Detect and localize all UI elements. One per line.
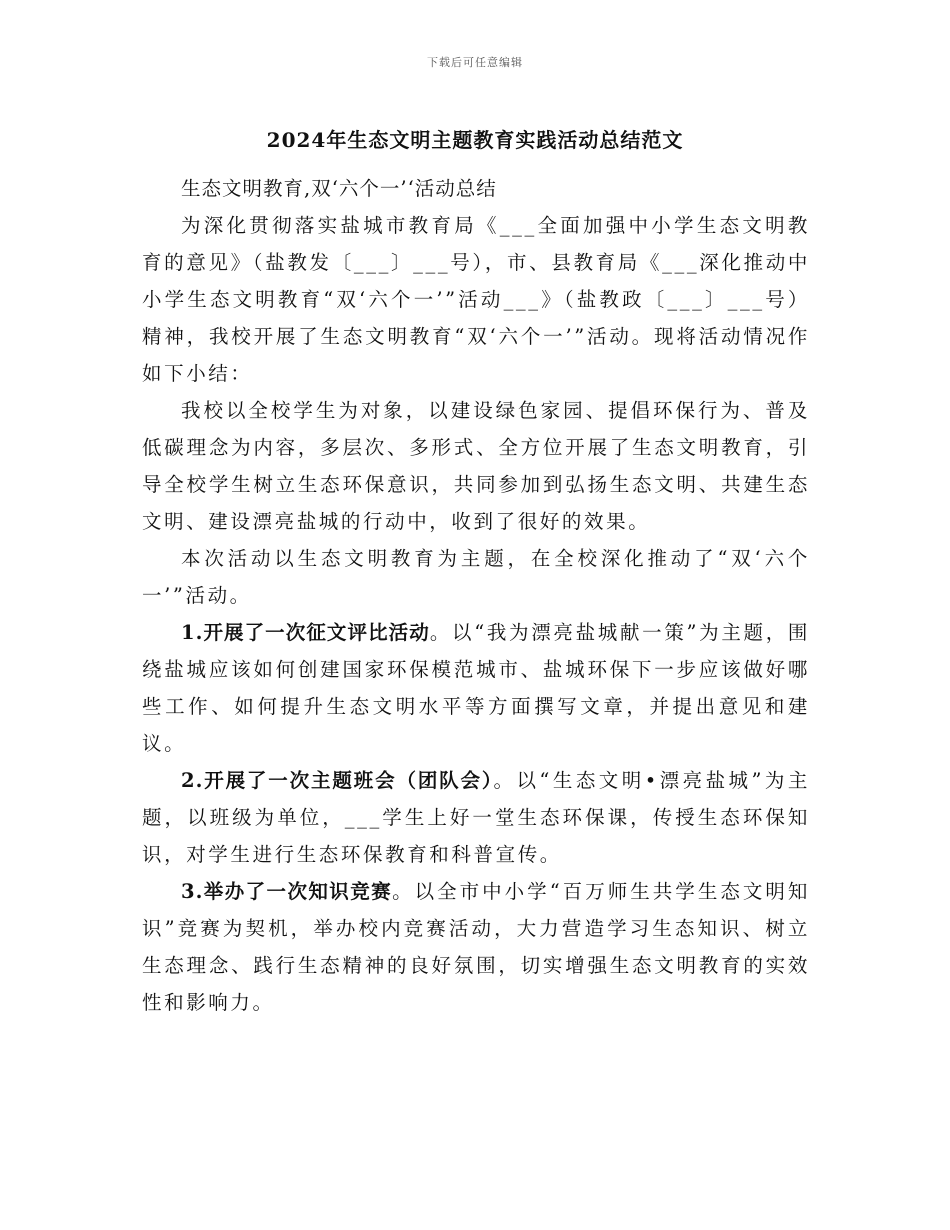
paragraph-text: 。以“我为漂亮盐城献一策”为主题，围绕盐城应该如何创建国家环保模范城市、盐城环保下一步应该做好哪些工作、如何提升生态文明水平等方面撰写文章，并提出意见和建议。 xyxy=(142,621,810,755)
paragraph xyxy=(142,540,810,614)
paragraph xyxy=(142,873,810,1021)
paragraph-text: 本次活动以生态文明教育为主题，在全校深化推动了“双‘六个一’”活动。 xyxy=(142,547,810,607)
paragraph xyxy=(142,207,810,392)
document-subtitle: 生态文明教育,双‘六个一’‘活动总结 xyxy=(181,177,497,200)
paragraph-lead: 2.开展了一次主题班会（团队会） xyxy=(181,769,494,792)
paragraph-text: 。以全市中小学“百万师生共学生态文明知识”竞赛为契机，举办校内竞赛活动，大力营造学习生态知识、树立生态理念、践行生态精神的良好氛围，切实增强生态文明教育的实效性和影响力。 xyxy=(142,880,810,1014)
paragraph-lead: 1.开展了一次征文评比活动 xyxy=(181,621,430,644)
paragraph xyxy=(142,392,810,540)
document-title: 2024年生态文明主题教育实践活动总结范文 xyxy=(266,128,684,152)
paragraph xyxy=(142,762,810,873)
paragraph-text: 我校以全校学生为对象，以建设绿色家园、提倡环保行为、普及低碳理念为内容，多层次、多形式、全方位开展了生态文明教育，引导全校学生树立生态环保意识，共同参加到弘扬生态文明、共建生态文明、建设漂亮盐城的行动中，收到了很好的效果。 xyxy=(142,399,810,533)
paragraph-text: 为深化贯彻落实盐城市教育局《___全面加强中小学生态文明教育的意见》（盐教发〔___〕___号），市、县教育局《___深化推动中小学生态文明教育“双‘六个一’”活动___》（盐教政〔___〕___号）精神，我校开展了生态文明教育“双‘六个一’”活动。现将活动情况作如下小结： xyxy=(142,214,810,385)
document-body xyxy=(142,170,810,1021)
paragraph-text: 。以“生态文明•漂亮盐城”为主题，以班级为单位，___学生上好一堂生态环保课，传授生态环保知识，对学生进行生态环保教育和科普宣传。 xyxy=(142,769,810,866)
header-note: 下载后可任意编辑 xyxy=(427,56,523,69)
paragraph xyxy=(142,614,810,762)
paragraph-lead: 3.举办了一次知识竞赛 xyxy=(181,880,393,903)
